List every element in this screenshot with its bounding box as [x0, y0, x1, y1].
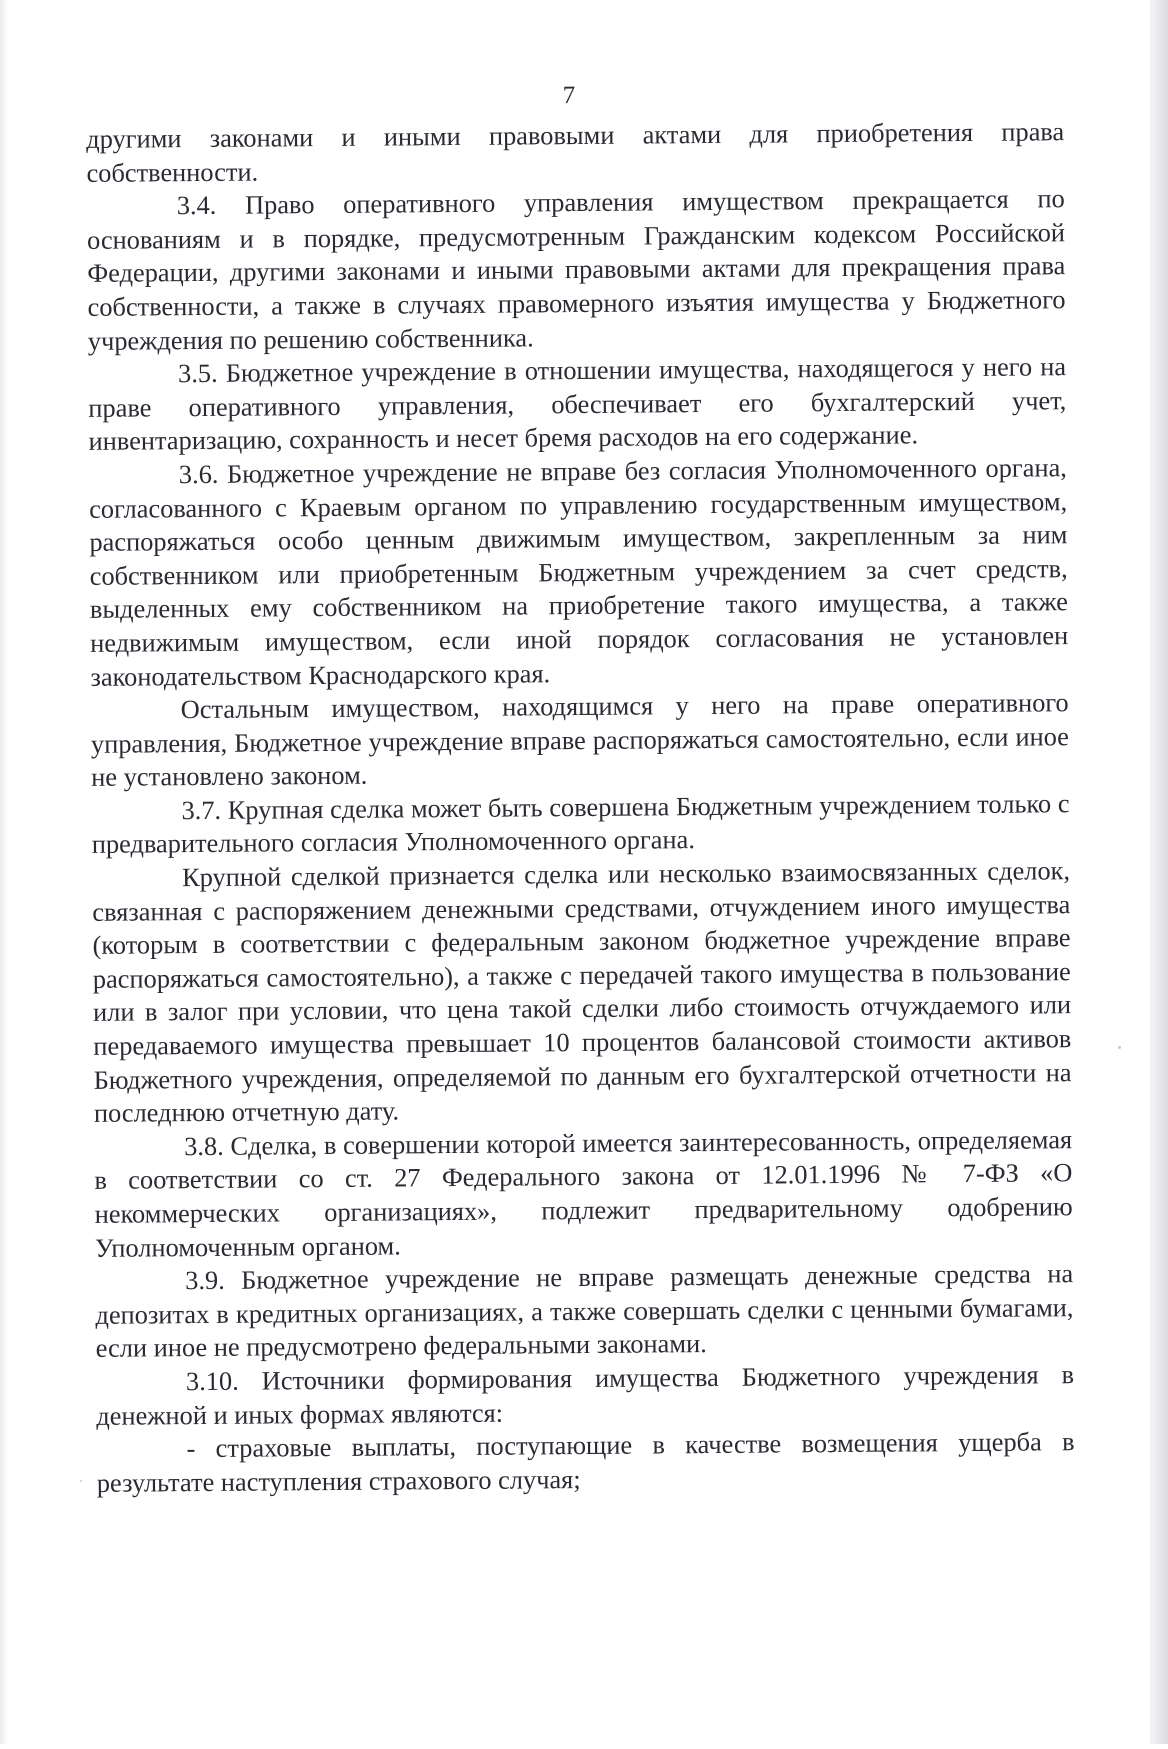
paragraph-3-7: 3.7. Крупная сделка может быть совершена Бюджетным учреждением только с предварительного согласия Уполномоченного органа.: [91, 788, 1070, 860]
paragraph-3-10: 3.10. Источники формирования имущества Бюджетного учреждения в денежной и иных формах являются:: [96, 1359, 1075, 1431]
paragraph-3-5: 3.5. Бюджетное учреждение в отношении имущества, находящегося у него на праве оперативного управления, обеспечивает его бухгалтерский учет, инвентаризацию, сохранность и несет бремя расходов на его содержание.: [88, 351, 1067, 457]
paragraph-3-8: 3.8. Сделка, в совершении которой имеется заинтересованность, определяемая в соответствии со ст. 27 Федерального закона от 12.01.1996 № 7-ФЗ «О некоммерческих организациях», подлежит предварительному одобрению Уполномоченным органом.: [94, 1123, 1073, 1263]
paragraph-3-4: 3.4. Право оперативного управления имуществом прекращается по основаниям и в порядке, предусмотренным Гражданским кодексом Российской Федерации, другими законами и иными правовыми актами для прекращения права собственности, а также в случаях правомерного изъятия имущества у Бюджетного учреждения по решению собственника.: [86, 183, 1066, 356]
scan-speck: [1118, 1046, 1121, 1049]
paragraph-continuation: другими законами и иными правовыми актами для приобретения права собственности.: [86, 116, 1065, 188]
scan-speck: [80, 1480, 82, 1482]
list-item-insurance: - страховые выплаты, поступающие в качестве возмещения ущерба в результате наступления страхового случая;: [96, 1426, 1075, 1498]
paragraph-3-7-major-deal: Крупной сделкой признается сделка или несколько взаимосвязанных сделок, связанная с распоряжением денежными средствами, отчуждением иного имущества (которым в соответствии с федеральным законом бюджетное учреждение вправе распоряжаться самостоятельно), а также с передачей такого имущества в пользование или в залог при условии, что цена такой сделки либо стоимость отчуждаемого или передаваемого имущества превышает 10 процентов балансовой стоимости активов Бюджетного учреждения, определяемой по данным его бухгалтерской отчетности на последнюю отчетную дату.: [92, 855, 1072, 1129]
paragraph-3-6-other-property: Остальным имуществом, находящимся у него на праве оперативного управления, Бюджетное учреждение вправе распоряжаться самостоятельно, если иное не установлено законом.: [90, 687, 1070, 793]
page-number: 7: [562, 82, 576, 110]
document-body: [86, 115, 1075, 1500]
paragraph-3-9: 3.9. Бюджетное учреждение не вправе размещать денежные средства на депозитах в кредитных организациях, а также совершать сделки с ценными бумагами, если иное не предусмотрено федеральными законами.: [95, 1258, 1074, 1364]
paragraph-3-6: 3.6. Бюджетное учреждение не вправе без согласия Уполномоченного органа, согласованного с Краевым органом по управлению государственным имуществом, распоряжаться особо ценным движимым имуществом, закрепленным за ним собственником или приобретенным Бюджетным учреждением за счет средств, выделенных ему собственником на приобретение такого имущества, а также недвижимым имуществом, если иной порядок согласования не установлен законодательством Краснодарского края.: [89, 452, 1069, 692]
